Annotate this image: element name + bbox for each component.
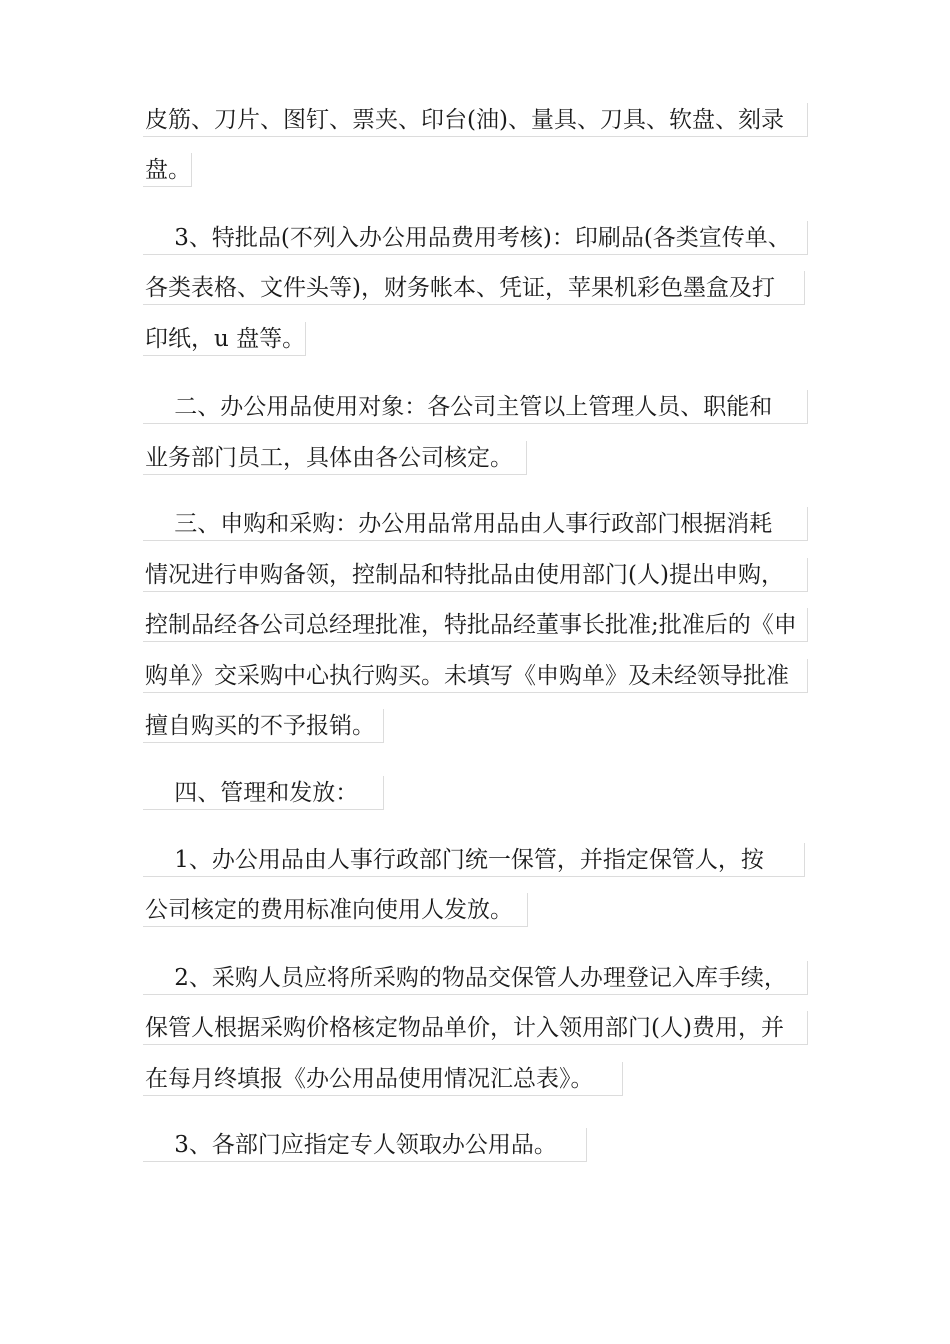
text-line: 二、办公用品使用对象：各公司主管以上管理人员、职能和 bbox=[143, 390, 808, 424]
text-line: 业务部门员工，具体由各公司核定。 bbox=[143, 441, 527, 475]
text-line: 在每月终填报《办公用品使用情况汇总表》。 bbox=[143, 1062, 623, 1096]
text-line: 公司核定的费用标准向使用人发放。 bbox=[143, 893, 528, 927]
text-line: 保管人根据采购价格核定物品单价，计入领用部门(人)费用，并 bbox=[143, 1011, 808, 1045]
text-line: 各类表格、文件头等)，财务帐本、凭证，苹果机彩色墨盒及打 bbox=[143, 271, 805, 305]
text-line: 2、采购人员应将所采购的物品交保管人办理登记入库手续， bbox=[143, 961, 808, 995]
text-line: 盘。 bbox=[143, 153, 192, 187]
text-line: 擅自购买的不予报销。 bbox=[143, 709, 384, 743]
text-line: 购单》交采购中心执行购买。未填写《申购单》及未经领导批准 bbox=[143, 659, 808, 693]
text-line: 3、各部门应指定专人领取办公用品。 bbox=[143, 1128, 587, 1162]
text-line: 印纸，u 盘等。 bbox=[143, 322, 306, 356]
text-line: 三、申购和采购：办公用品常用品由人事行政部门根据消耗 bbox=[143, 507, 808, 541]
text-line: 四、管理和发放： bbox=[143, 776, 384, 810]
text-line: 情况进行申购备领，控制品和特批品由使用部门(人)提出申购， bbox=[143, 558, 808, 592]
text-line: 3、特批品(不列入办公用品费用考核)：印刷品(各类宣传单、 bbox=[143, 221, 808, 255]
text-line: 控制品经各公司总经理批准，特批品经董事长批准;批准后的《申 bbox=[143, 608, 808, 642]
text-line: 皮筋、刀片、图钉、票夹、印台(油)、量具、刀具、软盘、刻录 bbox=[143, 103, 808, 137]
text-line: 1、办公用品由人事行政部门统一保管，并指定保管人，按 bbox=[143, 843, 805, 877]
